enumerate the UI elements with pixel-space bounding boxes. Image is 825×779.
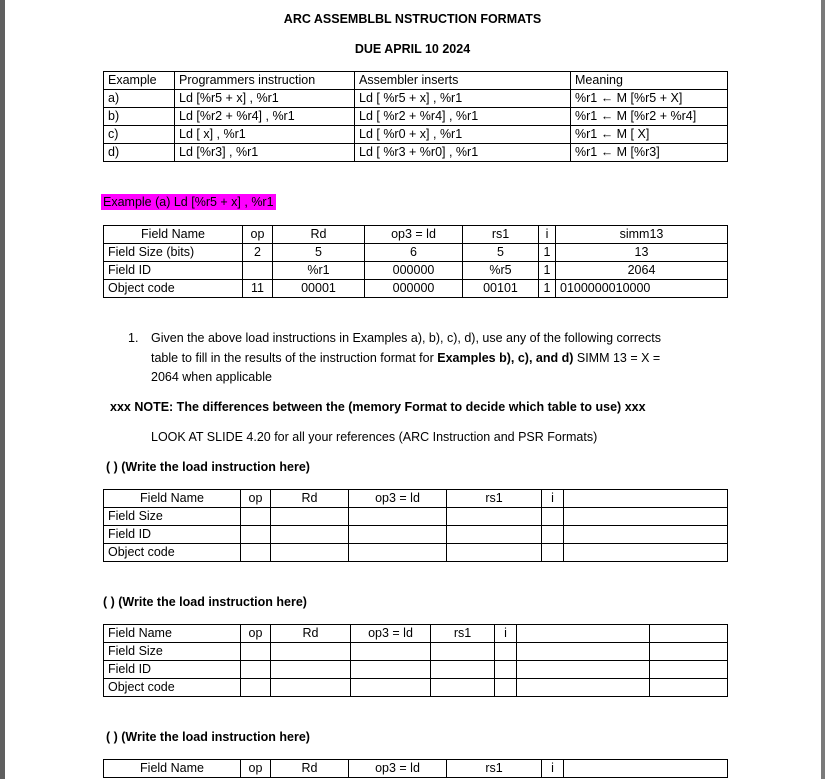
- header-cell: op3 = ld: [349, 490, 447, 508]
- header-cell: rs1: [447, 490, 542, 508]
- table-cell: 00101: [463, 280, 539, 298]
- blank-format-table-2: [103, 624, 728, 697]
- header-cell: simm13: [556, 226, 728, 244]
- table-cell: Field ID: [104, 262, 243, 280]
- blank-cell[interactable]: [564, 544, 728, 562]
- blank-format-table-3: [103, 759, 728, 778]
- table-cell: Field ID: [104, 526, 241, 544]
- header-cell: rs1: [463, 226, 539, 244]
- header-cell: Assembler inserts: [355, 72, 571, 90]
- blank-cell[interactable]: [564, 508, 728, 526]
- table-cell: Ld [ x] , %r1: [175, 126, 355, 144]
- header-cell: op3 = ld: [365, 226, 463, 244]
- table-cell: Object code: [104, 679, 241, 697]
- blank-cell[interactable]: [271, 508, 349, 526]
- header-cell: Field Name: [104, 760, 241, 778]
- table-cell: Ld [%r3] , %r1: [175, 144, 355, 162]
- question-number: 1.: [128, 331, 139, 345]
- table-header-row: [104, 72, 728, 90]
- blank-cell[interactable]: [349, 526, 447, 544]
- blank-cell[interactable]: [241, 679, 271, 697]
- blank-cell[interactable]: [447, 526, 542, 544]
- table-cell: 11: [243, 280, 273, 298]
- table-row: [104, 643, 728, 661]
- question-line-2: [151, 351, 660, 365]
- table-cell: %r1 ← M [%r2 + %r4]: [571, 108, 728, 126]
- table-cell: Field Size (bits): [104, 244, 243, 262]
- table-cell: 2064: [556, 262, 728, 280]
- example-a-label-wrap: [101, 195, 276, 209]
- header-cell: Field Name: [104, 226, 243, 244]
- header-cell: [564, 760, 728, 778]
- table-cell: 00001: [273, 280, 365, 298]
- due-date: DUE APRIL 10 2024: [354, 42, 471, 56]
- write-instruction-prompt-1: ( ) (Write the load instruction here): [106, 460, 310, 474]
- question-line-3: 2064 when applicable: [151, 370, 272, 384]
- blank-cell[interactable]: [271, 526, 349, 544]
- blank-cell[interactable]: [431, 661, 495, 679]
- blank-cell[interactable]: [241, 508, 271, 526]
- blank-format-table-1: [103, 489, 728, 562]
- header-cell: Programmers instruction: [175, 72, 355, 90]
- table-cell: 000000: [365, 262, 463, 280]
- blank-cell[interactable]: [351, 661, 431, 679]
- header-cell: i: [495, 625, 517, 643]
- table-cell: 1: [539, 262, 556, 280]
- table-cell: Ld [ %r2 + %r4] , %r1: [355, 108, 571, 126]
- blank-cell[interactable]: [351, 679, 431, 697]
- table-row: [104, 144, 728, 162]
- table-cell: Object code: [104, 280, 243, 298]
- window-edge-left: [0, 0, 5, 779]
- blank-cell[interactable]: [349, 544, 447, 562]
- blank-cell[interactable]: [564, 526, 728, 544]
- blank-cell[interactable]: [271, 661, 351, 679]
- table-row: [104, 108, 728, 126]
- header-cell: op: [243, 226, 273, 244]
- window-edge-right: [821, 0, 825, 779]
- table-cell: Field Size: [104, 508, 241, 526]
- table-row: [104, 280, 728, 298]
- header-cell: i: [539, 226, 556, 244]
- table-header-row: [104, 490, 728, 508]
- table-cell: Ld [%r5 + x] , %r1: [175, 90, 355, 108]
- write-instruction-prompt-2: ( ) (Write the load instruction here): [103, 595, 307, 609]
- blank-cell[interactable]: [542, 544, 564, 562]
- write-instruction-prompt-3: ( ) (Write the load instruction here): [106, 730, 310, 744]
- blank-cell[interactable]: [650, 661, 728, 679]
- table-row: [104, 126, 728, 144]
- blank-cell[interactable]: [241, 661, 271, 679]
- table-cell: 1: [539, 280, 556, 298]
- table-cell: %r5: [463, 262, 539, 280]
- blank-cell[interactable]: [349, 508, 447, 526]
- header-cell: [650, 625, 728, 643]
- header-cell: Field Name: [104, 625, 241, 643]
- document-title: ARC ASSEMBLBL NSTRUCTION FORMATS: [283, 12, 542, 26]
- header-cell: [517, 625, 650, 643]
- blank-cell[interactable]: [271, 679, 351, 697]
- table-cell: Ld [%r2 + %r4] , %r1: [175, 108, 355, 126]
- table-cell: 0100000010000: [556, 280, 728, 298]
- blank-cell[interactable]: [542, 526, 564, 544]
- table-cell: Ld [ %r3 + %r0] , %r1: [355, 144, 571, 162]
- question-line-1: Given the above load instructions in Examples a), b), c), d), use any of the following corrects: [151, 331, 661, 345]
- header-cell: rs1: [447, 760, 542, 778]
- table-cell: Ld [ %r5 + x] , %r1: [355, 90, 571, 108]
- table-row: [104, 679, 728, 697]
- header-cell: op: [241, 625, 271, 643]
- table-cell: %r1 ← M [%r5 + X]: [571, 90, 728, 108]
- table-cell: d): [104, 144, 175, 162]
- blank-cell[interactable]: [495, 643, 517, 661]
- table-cell: Object code: [104, 544, 241, 562]
- table-header-row: [104, 226, 728, 244]
- table-cell: b): [104, 108, 175, 126]
- table-cell: Ld [ %r0 + x] , %r1: [355, 126, 571, 144]
- header-cell: op3 = ld: [351, 625, 431, 643]
- header-cell: rs1: [431, 625, 495, 643]
- blank-cell[interactable]: [495, 661, 517, 679]
- blank-cell[interactable]: [447, 508, 542, 526]
- table-cell: 2: [243, 244, 273, 262]
- table-cell: 6: [365, 244, 463, 262]
- table-cell: %r1 ← M [%r3]: [571, 144, 728, 162]
- examples-table: [103, 71, 728, 162]
- blank-cell[interactable]: [271, 643, 351, 661]
- table-row: [104, 262, 728, 280]
- blank-cell[interactable]: [517, 679, 650, 697]
- header-cell: op: [241, 490, 271, 508]
- blank-cell[interactable]: [241, 643, 271, 661]
- question-emphasis: Examples b), c), and d): [437, 351, 574, 365]
- table-header-row: [104, 625, 728, 643]
- table-cell: [243, 262, 273, 280]
- blank-cell[interactable]: [271, 544, 349, 562]
- blank-cell[interactable]: [431, 643, 495, 661]
- blank-cell[interactable]: [241, 526, 271, 544]
- table-cell: c): [104, 126, 175, 144]
- table-cell: %r1 ← M [ X]: [571, 126, 728, 144]
- table-row: [104, 526, 728, 544]
- table-cell: 000000: [365, 280, 463, 298]
- header-cell: [564, 490, 728, 508]
- table-row: [104, 508, 728, 526]
- table-cell: Field ID: [104, 661, 241, 679]
- header-cell: Example: [104, 72, 175, 90]
- table-row: [104, 90, 728, 108]
- header-cell: Meaning: [571, 72, 728, 90]
- slide-reference: LOOK AT SLIDE 4.20 for all your references (ARC Instruction and PSR Formats): [151, 430, 598, 444]
- header-cell: Field Name: [104, 490, 241, 508]
- note-line: xxx NOTE: The differences between the (memory Format to decide which table to use) xxx: [110, 400, 646, 414]
- table-row: [104, 661, 728, 679]
- example-a-label: Example (a) Ld [%r5 + x] , %r1: [103, 195, 274, 209]
- header-cell: op: [241, 760, 271, 778]
- header-cell: Rd: [271, 490, 349, 508]
- header-cell: op3 = ld: [349, 760, 447, 778]
- header-cell: Rd: [273, 226, 365, 244]
- header-cell: Rd: [271, 625, 351, 643]
- table-row: [104, 544, 728, 562]
- table-cell: 5: [463, 244, 539, 262]
- table-cell: Field Size: [104, 643, 241, 661]
- table-cell: %r1: [273, 262, 365, 280]
- blank-cell[interactable]: [447, 544, 542, 562]
- blank-cell[interactable]: [650, 643, 728, 661]
- format-table-example-a: [103, 225, 728, 298]
- blank-cell[interactable]: [517, 643, 650, 661]
- table-cell: a): [104, 90, 175, 108]
- blank-cell[interactable]: [517, 661, 650, 679]
- blank-cell[interactable]: [241, 544, 271, 562]
- table-header-row: [104, 760, 728, 778]
- header-cell: i: [542, 760, 564, 778]
- blank-cell[interactable]: [542, 508, 564, 526]
- blank-cell[interactable]: [650, 679, 728, 697]
- blank-cell[interactable]: [351, 643, 431, 661]
- table-cell: 13: [556, 244, 728, 262]
- question-text: SIMM 13 = X =: [573, 351, 661, 365]
- table-cell: 5: [273, 244, 365, 262]
- header-cell: i: [542, 490, 564, 508]
- blank-cell[interactable]: [431, 679, 495, 697]
- question-text: table to fill in the results of the instruction format for: [151, 351, 438, 365]
- table-row: [104, 244, 728, 262]
- blank-cell[interactable]: [495, 679, 517, 697]
- header-cell: Rd: [271, 760, 349, 778]
- table-cell: 1: [539, 244, 556, 262]
